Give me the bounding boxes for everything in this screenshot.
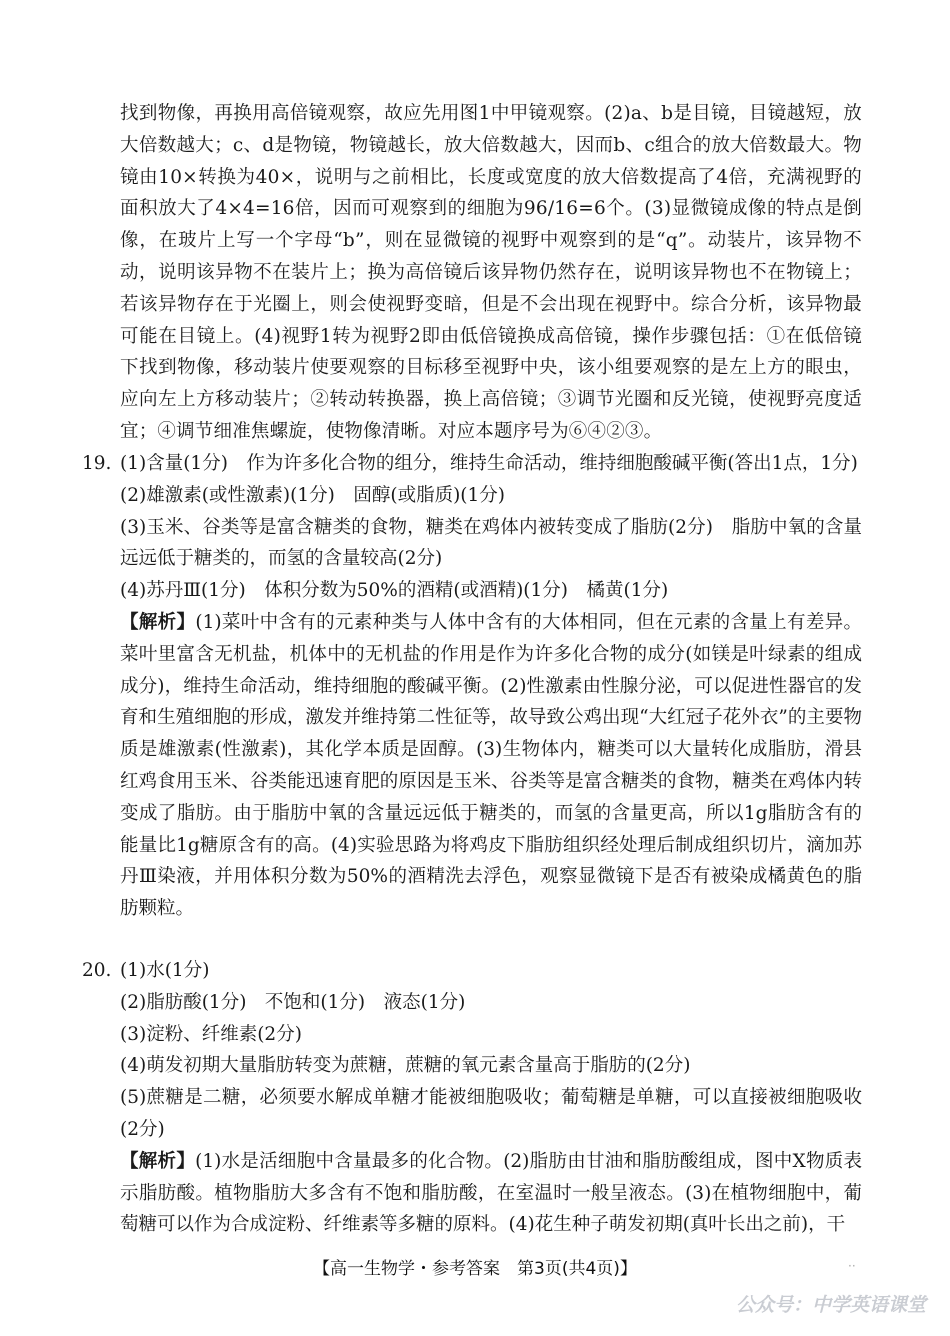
page-footer: 【高一生物学・参考答案 第3页(共4页)】 <box>313 1259 637 1279</box>
question-19 <box>82 448 862 925</box>
question-20 <box>82 955 862 1241</box>
answer-part-1: (1)含量(1分) 作为许多化合物的组分，维持生命活动，维持细胞酸碱平衡(答出1点，1分) <box>120 453 858 474</box>
analysis-text: (1)水是活细胞中含量最多的化合物。(2)脂肪由甘油和脂肪酸组成，图中X物质表示脂肪酸。植物脂肪大多含有不饱和脂肪酸，在室温时一般呈液态。(3)在植物细胞中，葡萄糖可以作为合成淀粉、纤维素等多糖的原料。(4)花生种子萌发初期(真叶长出之前)，干 <box>120 1150 862 1236</box>
answer-part-5: (5)蔗糖是二糖，必须要水解成单糖才能被细胞吸收；葡萄糖是单糖，可以直接被细胞吸收(2分) <box>120 1087 862 1140</box>
answer-part-2: (2)脂肪酸(1分) 不饱和(1分) 液态(1分) <box>120 991 466 1013</box>
analysis-label: 【解析】 <box>120 611 196 633</box>
analysis-block <box>120 607 862 925</box>
question-number: 20. <box>82 960 112 981</box>
answer-part-3: (3)玉米、谷类等是富含糖类的食物，糖类在鸡体内被转变成了脂肪(2分) 脂肪中氧的含量远远低于糖类的，而氢的含量较高(2分) <box>120 516 862 570</box>
continued-analysis-paragraph: 找到物像，再换用高倍镜观察，故应先用图1中甲镜观察。(2)a、b是目镜，目镜越短，放大倍数越大；c、d是物镜，物镜越长，放大倍数越大，因而b、c组合的放大倍数最大。物镜由10×转换为40×，说明与之前相比，长度或宽度的放大倍数提高了4倍，充满视野的面积放大了4×4=16倍，因而可观察到的细胞为96/16=6个。(3)显微镜成像的特点是倒像，在玻片上写一个字母“b”，则在显微镜的视野中观察到的是“q”。动装片，该异物不动，说明该异物不在装片上；换为高倍镜后该异物仍然存在，说明该异物也不在物镜上；若该异物存在于光圈上，则会使视野变暗，但是不会出现在视野中。综合分析，该异物最可能在目镜上。(4)视野1转为视野2即由低倍镜换成高倍镜，操作步骤包括：①在低倍镜下找到物像，移动装片使要观察的目标移至视野中央，该小组要观察的是左上方的眼虫，应向左上方移动装片；②转动转换器，换上高倍镜；③调节光圈和反光镜，使视野亮度适宜；④调节细准焦螺旋，使物像清晰。对应本题序号为⑥④②③。 <box>120 103 862 442</box>
answer-part-4: (4)萌发初期大量脂肪转变为蔗糖，蔗糖的氧元素含量高于脂肪的(2分) <box>120 1055 691 1077</box>
answer-part-4: (4)苏丹Ⅲ(1分) 体积分数为50%的酒精(或酒精)(1分) 橘黄(1分) <box>120 580 669 602</box>
analysis-label: 【解析】 <box>120 1150 196 1172</box>
answer-part-1: (1)水(1分) <box>120 960 210 981</box>
answer-part-2: (2)雄激素(或性激素)(1分) 固醇(或脂质)(1分) <box>120 484 505 506</box>
analysis-text: (1)菜叶中含有的元素种类与人体中含有的大体相同，但在元素的含量上有差异。菜叶里富含无机盐，机体中的无机盐的作用是作为许多化合物的成分(如镁是叶绿素的组成成分)，维持生命活动，维持细胞的酸碱平衡。(2)性激素由性腺分泌，可以促进性器官的发育和生殖细胞的形成，激发并维持第二性征等，故导致公鸡出现“大红冠子花外衣”的主要物质是雄激素(性激素)，其化学本质是固醇。(3)生物体内，糖类可以大量转化成脂肪，滑县红鸡食用玉米、谷类能迅速育肥的原因是玉米、谷类等是富含糖类的食物，糖类在鸡体内转变成了脂肪。由于脂肪中氧的含量远远低于糖类的，而氢的含量更高，所以1g脂肪含有的能量比1g糖原含有的高。(4)实验思路为将鸡皮下脂肪组织经处理后制成组织切片，滴加苏丹Ⅲ染液，并用体积分数为50%的酒精洗去浮色，观察显微镜下是否有被染成橘黄色的脂肪颗粒。 <box>120 611 862 920</box>
answer-part-3: (3)淀粉、纤维素(2分) <box>120 1023 302 1045</box>
scan-mark: ·· <box>848 1259 856 1273</box>
question-number: 19. <box>82 453 112 474</box>
analysis-block <box>120 1146 862 1241</box>
watermark: 公众号：中学英语课堂 <box>735 1294 926 1316</box>
